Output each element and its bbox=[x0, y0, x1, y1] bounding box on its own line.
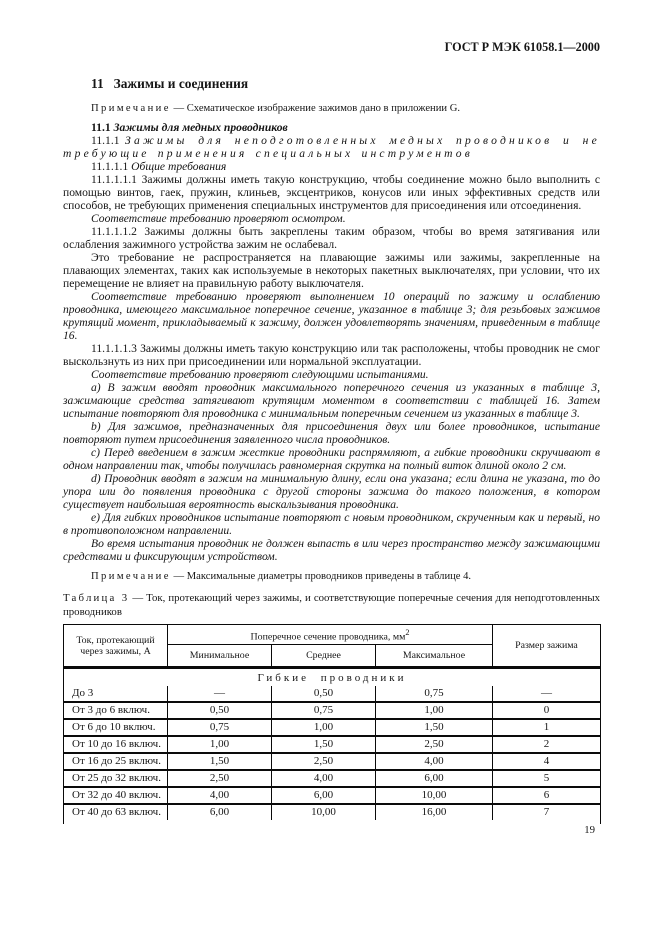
heading-11-1 bbox=[63, 121, 600, 134]
table-cell: 4 bbox=[493, 753, 601, 770]
table-caption-label: Таблица 3 bbox=[63, 592, 130, 604]
standard-reference: ГОСТ Р МЭК 61058.1—2000 bbox=[444, 40, 600, 54]
table-cell: 6 bbox=[493, 787, 601, 804]
table-cell: 0,75 bbox=[168, 719, 272, 736]
column-header-minimum: Минимальное bbox=[189, 650, 250, 662]
heading-11-1-1-1 bbox=[63, 160, 600, 173]
paragraph-test-d: d) Проводник вводят в зажим на минимальную длину, если она указана; если длина не указана, то до упора или до появления проводника с другой стороны зажима до такого положения, в котором существует наибольшая вероятность выскальзывания проводника. bbox=[63, 471, 600, 511]
table-row bbox=[64, 719, 601, 736]
paragraph-test-a: а) В зажим вводят проводник максимального поперечного сечения из указанных в таблице 3, зажимающие средства затягивают крутящим моментом в соответствии с таблицей 16. Затем испытание повторяют для проводника с минимальным поперечным сечением из указанных в таблице 3. bbox=[63, 380, 600, 420]
column-header-terminal-size: Размер зажима bbox=[493, 625, 601, 668]
table-cell: От 25 до 32 включ. bbox=[64, 770, 168, 787]
table-section-row bbox=[64, 668, 601, 686]
table-cell: 2,50 bbox=[272, 753, 376, 770]
table-cell: 1,50 bbox=[168, 753, 272, 770]
paragraph-11-1-1-1-2: 11.1.1.1.2 Зажимы должны быть закреплены таким образом, чтобы во время затягивания или ослабления зажимного устройства зажим не ослабевал. bbox=[63, 224, 600, 251]
clause-number: 11.1.1.1 bbox=[91, 159, 129, 173]
table-3-caption bbox=[63, 592, 600, 619]
table-cell: От 32 до 40 включ. bbox=[64, 787, 168, 804]
clause-number: 11.1 bbox=[91, 120, 111, 134]
table-cell: 0,75 bbox=[376, 686, 493, 702]
paragraph-test-b: b) Для зажимов, предназначенных для присоединения двух или более проводников, испытание повторяют путем присоединения заявленного числа проводников. bbox=[63, 419, 600, 446]
table-cell: 10,00 bbox=[376, 787, 493, 804]
table-cell: От 6 до 10 включ. bbox=[64, 719, 168, 736]
table-cell: 1,00 bbox=[376, 702, 493, 719]
page-number: 19 bbox=[584, 824, 595, 836]
heading-11-1-1 bbox=[63, 134, 600, 160]
table-3-header bbox=[64, 625, 601, 668]
table-row bbox=[64, 736, 601, 753]
table-cell: 1,50 bbox=[376, 719, 493, 736]
table-cell: 0 bbox=[493, 702, 601, 719]
table-cell: 4,00 bbox=[168, 787, 272, 804]
table-cell: 0,50 bbox=[168, 702, 272, 719]
table-row bbox=[64, 702, 601, 719]
table-3-body bbox=[64, 668, 601, 820]
table-row bbox=[64, 686, 601, 702]
note-label: Примечание bbox=[91, 103, 171, 114]
clause-number: 11.1.1 bbox=[91, 133, 120, 147]
table-cell: — bbox=[493, 686, 601, 702]
clause-title: Общие требования bbox=[131, 159, 227, 173]
column-header-current: Ток, протекающий через зажимы, А bbox=[64, 625, 168, 668]
paragraph-test-c: c) Перед введением в зажим жесткие проводники распрямляют, а гибкие проводники скручивают в одном направлении так, чтобы получилась равномерная скрутка на полный виток длиной около 2 см. bbox=[63, 445, 600, 472]
table-row bbox=[64, 787, 601, 804]
table-cell: 16,00 bbox=[376, 804, 493, 820]
table-cell: 1 bbox=[493, 719, 601, 736]
column-header-average: Среднее bbox=[272, 645, 376, 668]
column-header-maximum: Максимальное bbox=[376, 645, 493, 668]
group-header-superscript: 2 bbox=[405, 628, 410, 637]
table-cell: 1,50 bbox=[272, 736, 376, 753]
table-row bbox=[64, 770, 601, 787]
note-label: Примечание bbox=[91, 570, 171, 582]
paragraph-check-tests: Соответствие требованию проверяют следующими испытаниями. bbox=[91, 367, 429, 381]
table-cell: 10,00 bbox=[272, 804, 376, 820]
table-section-label: Гибкие проводники bbox=[257, 672, 407, 685]
paragraph-test-e: е) Для гибких проводников испытание повторяют с новым проводником, скрученным как и первый, но в противоположном направлении. bbox=[63, 510, 600, 537]
table-cell: От 40 до 63 включ. bbox=[72, 806, 161, 819]
paragraph-check-10-operations: Соответствие требованию проверяют выполнением 10 операций по зажиму и ослаблению проводника, имеющего максимальное поперечное сечение, указанное в таблице 3; для резьбовых зажимов крутящий момент, прикладываемый к зажиму, должен удовлетворять значениям, приведенным в таблице 16. bbox=[63, 289, 600, 342]
paragraph-11-1-1-1-3: 11.1.1.1.3 Зажимы должны иметь такую конструкцию или так расположены, чтобы проводник не смог выскользнуть из них при присоединении или нормальной эксплуатации. bbox=[63, 341, 600, 368]
table-cell: 1,00 bbox=[272, 719, 376, 736]
table-cell: До 3 bbox=[64, 686, 168, 702]
group-header-text: Поперечное сечение проводника, мм bbox=[250, 631, 406, 643]
table-cell: 2,50 bbox=[376, 736, 493, 753]
paragraph-check-inspection: Соответствие требованию проверяют осмотром. bbox=[91, 211, 346, 225]
table-cell: 7 bbox=[493, 804, 601, 820]
table-row bbox=[64, 804, 601, 820]
table-cell: 0,50 bbox=[272, 686, 376, 702]
note-text: — Максимальные диаметры проводников приведены в таблице 4. bbox=[170, 570, 472, 582]
clause-title: Зажимы для медных проводников bbox=[113, 120, 288, 134]
chapter-title: Зажимы и соединения bbox=[113, 76, 249, 91]
table-cell: 6,00 bbox=[272, 787, 376, 804]
table-cell: 4,00 bbox=[272, 770, 376, 787]
clause-title: Зажимы для неподготовленных медных проводников и не требующие применения специальных инструментов bbox=[63, 133, 600, 160]
table-cell: 4,00 bbox=[376, 753, 493, 770]
table-cell: От 10 до 16 включ. bbox=[64, 736, 168, 753]
table-cell: 2,50 bbox=[168, 770, 272, 787]
table-cell: 0,75 bbox=[272, 702, 376, 719]
note-appendix-g bbox=[63, 103, 600, 116]
note-text: — Схематическое изображение зажимов дано в приложении G. bbox=[170, 103, 460, 114]
table-cell: 2 bbox=[493, 736, 601, 753]
column-header-cross-section bbox=[168, 625, 493, 645]
table-cell: 6,00 bbox=[168, 804, 272, 820]
table-3 bbox=[63, 624, 601, 824]
table-caption-text: — Ток, протекающий через зажимы, и соответствующие поперечные сечения для неподготовленных проводников bbox=[63, 592, 600, 618]
table-cell: — bbox=[168, 686, 272, 702]
table-cell: 6,00 bbox=[376, 770, 493, 787]
table-cell: От 3 до 6 включ. bbox=[64, 702, 168, 719]
note-table-4 bbox=[63, 571, 600, 584]
chapter-number: 11 bbox=[91, 76, 104, 91]
table-cell: От 16 до 25 включ. bbox=[64, 753, 168, 770]
paragraph-11-1-1-1-1: 11.1.1.1.1 Зажимы должны иметь такую конструкцию, чтобы соединение можно было выполнить с помощью винтов, гаек, пружин, клиньев, эксцентриков, конусов или иных эффективных средств или способов, не требующих применения специальных инструментов для присоединения или отсоединения. bbox=[63, 172, 600, 212]
table-cell: 1,00 bbox=[168, 736, 272, 753]
paragraph-during-test: Во время испытания проводник не должен выпасть в или через пространство между зажимающими средствами и фиксирующим устройством. bbox=[63, 536, 600, 563]
table-row bbox=[64, 753, 601, 770]
table-continuation-gap bbox=[64, 820, 601, 824]
paragraph-floating-terminals: Это требование не распространяется на плавающие зажимы или зажимы, закрепленные на плавающих элементах, таких как используемые в некоторых пакетных выключателях, при условии, что их перемещение не влияет на правильную работу выключателя. bbox=[63, 250, 600, 290]
table-cell: 5 bbox=[493, 770, 601, 787]
chapter-heading bbox=[63, 76, 600, 91]
